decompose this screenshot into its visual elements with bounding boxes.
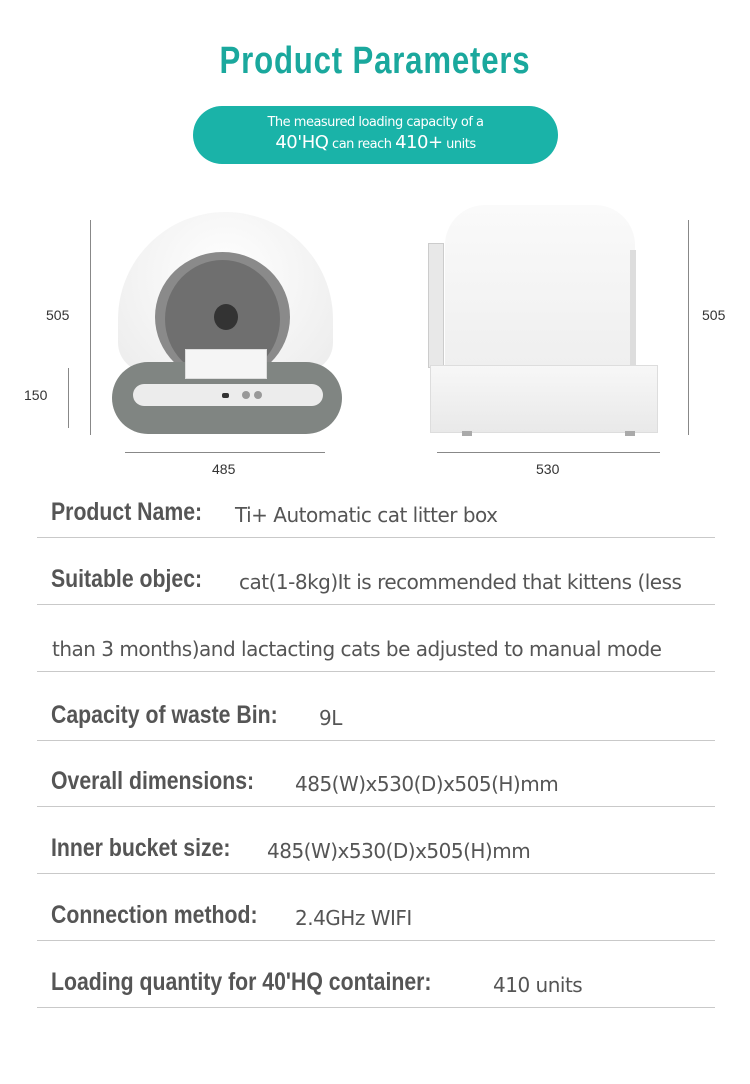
spec-label: Overall dimensions:	[51, 767, 255, 795]
front-height-label: 505	[46, 307, 70, 323]
base-height-line	[68, 368, 69, 428]
banner-text: can reach	[328, 137, 396, 152]
front-width-label: 485	[212, 461, 236, 477]
spec-value: 2.4GHz WIFI	[295, 906, 412, 930]
spec-row-connection	[37, 891, 715, 941]
spec-value: 9L	[319, 706, 342, 730]
spec-label: Loading quantity for 40'HQ container:	[51, 968, 432, 996]
banner-units: units	[442, 137, 476, 152]
side-height-line	[688, 220, 689, 435]
capacity-banner	[193, 106, 558, 164]
side-depth-label: 530	[536, 461, 560, 477]
spec-label: Capacity of waste Bin:	[51, 701, 278, 729]
spec-row-suitable-object	[37, 556, 715, 605]
spec-label: Suitable objec:	[51, 565, 203, 593]
spec-label: Product Name:	[51, 498, 203, 526]
spec-value: 410 units	[493, 973, 583, 997]
spec-label: Connection method:	[51, 901, 258, 929]
banner-410: 410+	[395, 132, 443, 153]
spec-row-loading-quantity	[37, 958, 715, 1008]
base-height-label: 150	[24, 387, 48, 403]
spec-value: 485(W)x530(D)x505(H)mm	[267, 839, 531, 863]
page-title: Product Parameters	[219, 40, 531, 82]
banner-line-2	[193, 132, 558, 153]
spec-row-inner-bucket	[37, 824, 715, 874]
side-depth-line	[437, 452, 660, 453]
banner-line-1: The measured loading capacity of a	[267, 115, 484, 130]
spec-value: Ti+ Automatic cat litter box	[235, 503, 498, 527]
front-width-line	[125, 452, 325, 453]
spec-row-product-name	[37, 490, 715, 538]
front-height-line	[90, 220, 91, 435]
spec-row-waste-bin	[37, 690, 715, 741]
spec-label: Inner bucket size:	[51, 834, 231, 862]
side-height-label: 505	[702, 307, 726, 323]
front-view-image	[110, 212, 350, 437]
banner-40hq: 40'HQ	[275, 132, 329, 153]
spec-row-overall-dimensions	[37, 757, 715, 807]
side-view-image	[420, 205, 670, 437]
spec-value: 485(W)x530(D)x505(H)mm	[295, 772, 559, 796]
spec-value: cat(1-8kg)It is recommended that kittens (less	[239, 570, 682, 594]
spec-row-suitable-object-continued	[37, 620, 715, 672]
spec-value-continued: than 3 months)and lactacting cats be adjusted to manual mode	[52, 637, 662, 661]
